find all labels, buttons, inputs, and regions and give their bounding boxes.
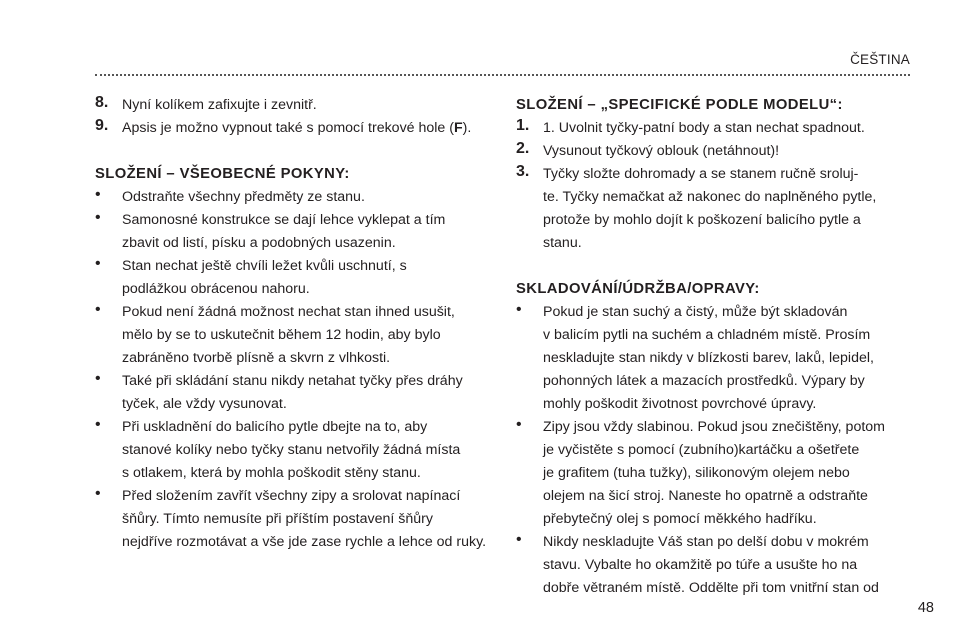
general-list: [95, 186, 495, 554]
item-line: Také při skládání stanu nikdy netahat tyčky přes dráhy: [122, 373, 463, 389]
bullet-item: [516, 416, 914, 531]
item-line: Nyní kolíkem zafixujte i zevnitř.: [122, 97, 317, 113]
item-text: [122, 209, 495, 255]
item-line: zbavit od listí, písku a podobných usazenin.: [122, 235, 396, 251]
specific-list: [516, 117, 914, 255]
bullet-item: [95, 485, 495, 554]
item-line: mohly poškodit životnost povrchové úpravy.: [543, 396, 817, 412]
item-line: Odstraňte všechny předměty ze stanu.: [122, 189, 365, 205]
item-number: 2.: [516, 140, 530, 157]
item-line: Pokud je stan suchý a čistý, může být skladován: [543, 304, 848, 320]
bullet-item: [95, 370, 495, 416]
item-number: 1.: [516, 117, 530, 134]
bullet-item: [95, 416, 495, 485]
bullet-marker: •: [516, 301, 522, 318]
bullet-item: [95, 209, 495, 255]
item-line: mělo by se to uskutečnit během 12 hodin, aby bylo: [122, 327, 441, 343]
item-text: [122, 485, 495, 554]
bullet-marker: •: [95, 416, 101, 433]
item-line: Vysunout tyčkový oblouk (netáhnout)!: [543, 143, 780, 159]
item-line: Samonosné konstrukce se dají lehce vyklepat a tím: [122, 212, 446, 228]
bullet-marker: •: [95, 255, 101, 272]
item-text: [122, 301, 495, 370]
item-text: [543, 117, 914, 140]
item-line: šňůry. Tímto nemusíte při příštím postavení šňůry: [122, 511, 433, 527]
numbered-item: [95, 94, 495, 117]
item-text: [122, 370, 495, 416]
item-text-part: ).: [462, 120, 472, 136]
item-text: [122, 186, 495, 209]
right-column: [516, 94, 914, 600]
item-line: Zipy jsou vždy slabinou. Pokud jsou znečištěny, potom: [543, 419, 885, 435]
item-line: te. Tyčky nemačkat až nakonec do naplněného pytle,: [543, 189, 877, 205]
item-line: stavu. Vybalte ho okamžitě po túře a usušte ho na: [543, 557, 858, 573]
numbered-item: [516, 163, 914, 255]
item-line: [122, 117, 495, 140]
storage-heading: SKLADOVÁNÍ/ÚDRŽBA/OPRAVY:: [516, 281, 760, 297]
bullet-marker: •: [95, 209, 101, 226]
bullet-marker: •: [95, 485, 101, 502]
item-text: [543, 416, 914, 531]
bullet-marker: •: [95, 370, 101, 387]
item-line: Stan nechat ještě chvíli ležet kvůli uschnutí, s: [122, 258, 407, 274]
left-column: [95, 94, 495, 554]
item-line: Tyčky složte dohromady a se stanem ručně sroluj-: [543, 166, 859, 182]
bullet-marker: •: [516, 531, 522, 548]
item-text: [122, 416, 495, 485]
item-line: v balicím pytli na suchém a chladném místě. Prosím: [543, 327, 871, 343]
bullet-marker: •: [516, 416, 522, 433]
item-text: [543, 301, 914, 416]
item-text-part: Apsis je možno vypnout také s pomocí trekové hole (: [122, 120, 454, 136]
item-line: stanové kolíky nebo tyčky stanu netvořily žádná místa: [122, 442, 461, 458]
numbered-item: [516, 117, 914, 140]
item-line: je vyčistěte s pomocí (zubního)kartáčku a ošetřete: [543, 442, 860, 458]
item-line: přebytečný olej s pomocí měkkého hadříku.: [543, 511, 817, 527]
item-line: neskladujte stan nikdy v blízkosti barev, laků, lepidel,: [543, 350, 874, 366]
item-line: podlážkou obrácenou nahoru.: [122, 281, 310, 297]
numbered-item: [95, 117, 495, 140]
item-line: olejem na šicí stroj. Naneste ho opatrně a odstraňte: [543, 488, 868, 504]
item-line: stanu.: [543, 235, 582, 251]
item-line: pohonných látek a mazacích prostředků. Výpary by: [543, 373, 865, 389]
item-line: dobře větraném místě. Oddělte při tom vnitřní stan od: [543, 580, 879, 596]
item-line: 1. Uvolnit tyčky-patní body a stan nechat spadnout.: [543, 120, 865, 136]
bullet-item: [95, 301, 495, 370]
bullet-item: [516, 531, 914, 600]
dotted-divider: [95, 74, 910, 76]
bold-reference: F: [454, 120, 463, 136]
bullet-marker: •: [95, 186, 101, 203]
storage-list: [516, 301, 914, 600]
general-heading: SLOŽENÍ – VŠEOBECNÉ POKYNY:: [95, 166, 350, 182]
item-text: [543, 140, 914, 163]
item-line: je grafitem (tuha tužky), silikonovým olejem nebo: [543, 465, 850, 481]
bullet-marker: •: [95, 301, 101, 318]
item-text: [543, 163, 914, 255]
page-number: 48: [917, 600, 934, 616]
item-number: 8.: [95, 94, 109, 111]
item-text: [122, 94, 495, 117]
bullet-item: [95, 186, 495, 209]
item-line: zabráněno tvorbě plísně a skvrn z vlhkosti.: [122, 350, 391, 366]
item-line: Nikdy neskladujte Váš stan po delší dobu v mokrém: [543, 534, 869, 550]
item-number: 9.: [95, 117, 109, 134]
item-number: 3.: [516, 163, 530, 180]
item-text: [122, 117, 495, 140]
bullet-item: [95, 255, 495, 301]
item-text: [122, 255, 495, 301]
bullet-item: [516, 301, 914, 416]
item-line: Před složením zavřít všechny zipy a srolovat napínací: [122, 488, 461, 504]
item-line: nejdříve rozmotávat a vše jde zase rychle a lehce od ruky.: [122, 534, 487, 550]
item-text: [543, 531, 914, 600]
item-line: Pokud není žádná možnost nechat stan ihned usušit,: [122, 304, 455, 320]
numbered-steps: [95, 94, 495, 140]
specific-heading: SLOŽENÍ – „SPECIFICKÉ PODLE MODELU“:: [516, 97, 843, 113]
item-line: tyček, ale vždy vysunovat.: [122, 396, 287, 412]
language-label: ČEŠTINA: [850, 52, 910, 67]
item-line: s otlakem, která by mohla poškodit stěny stanu.: [122, 465, 421, 481]
item-line: protože by mohlo dojít k poškození balicího pytle a: [543, 212, 861, 228]
numbered-item: [516, 140, 914, 163]
item-line: Při uskladnění do balicího pytle dbejte na to, aby: [122, 419, 428, 435]
